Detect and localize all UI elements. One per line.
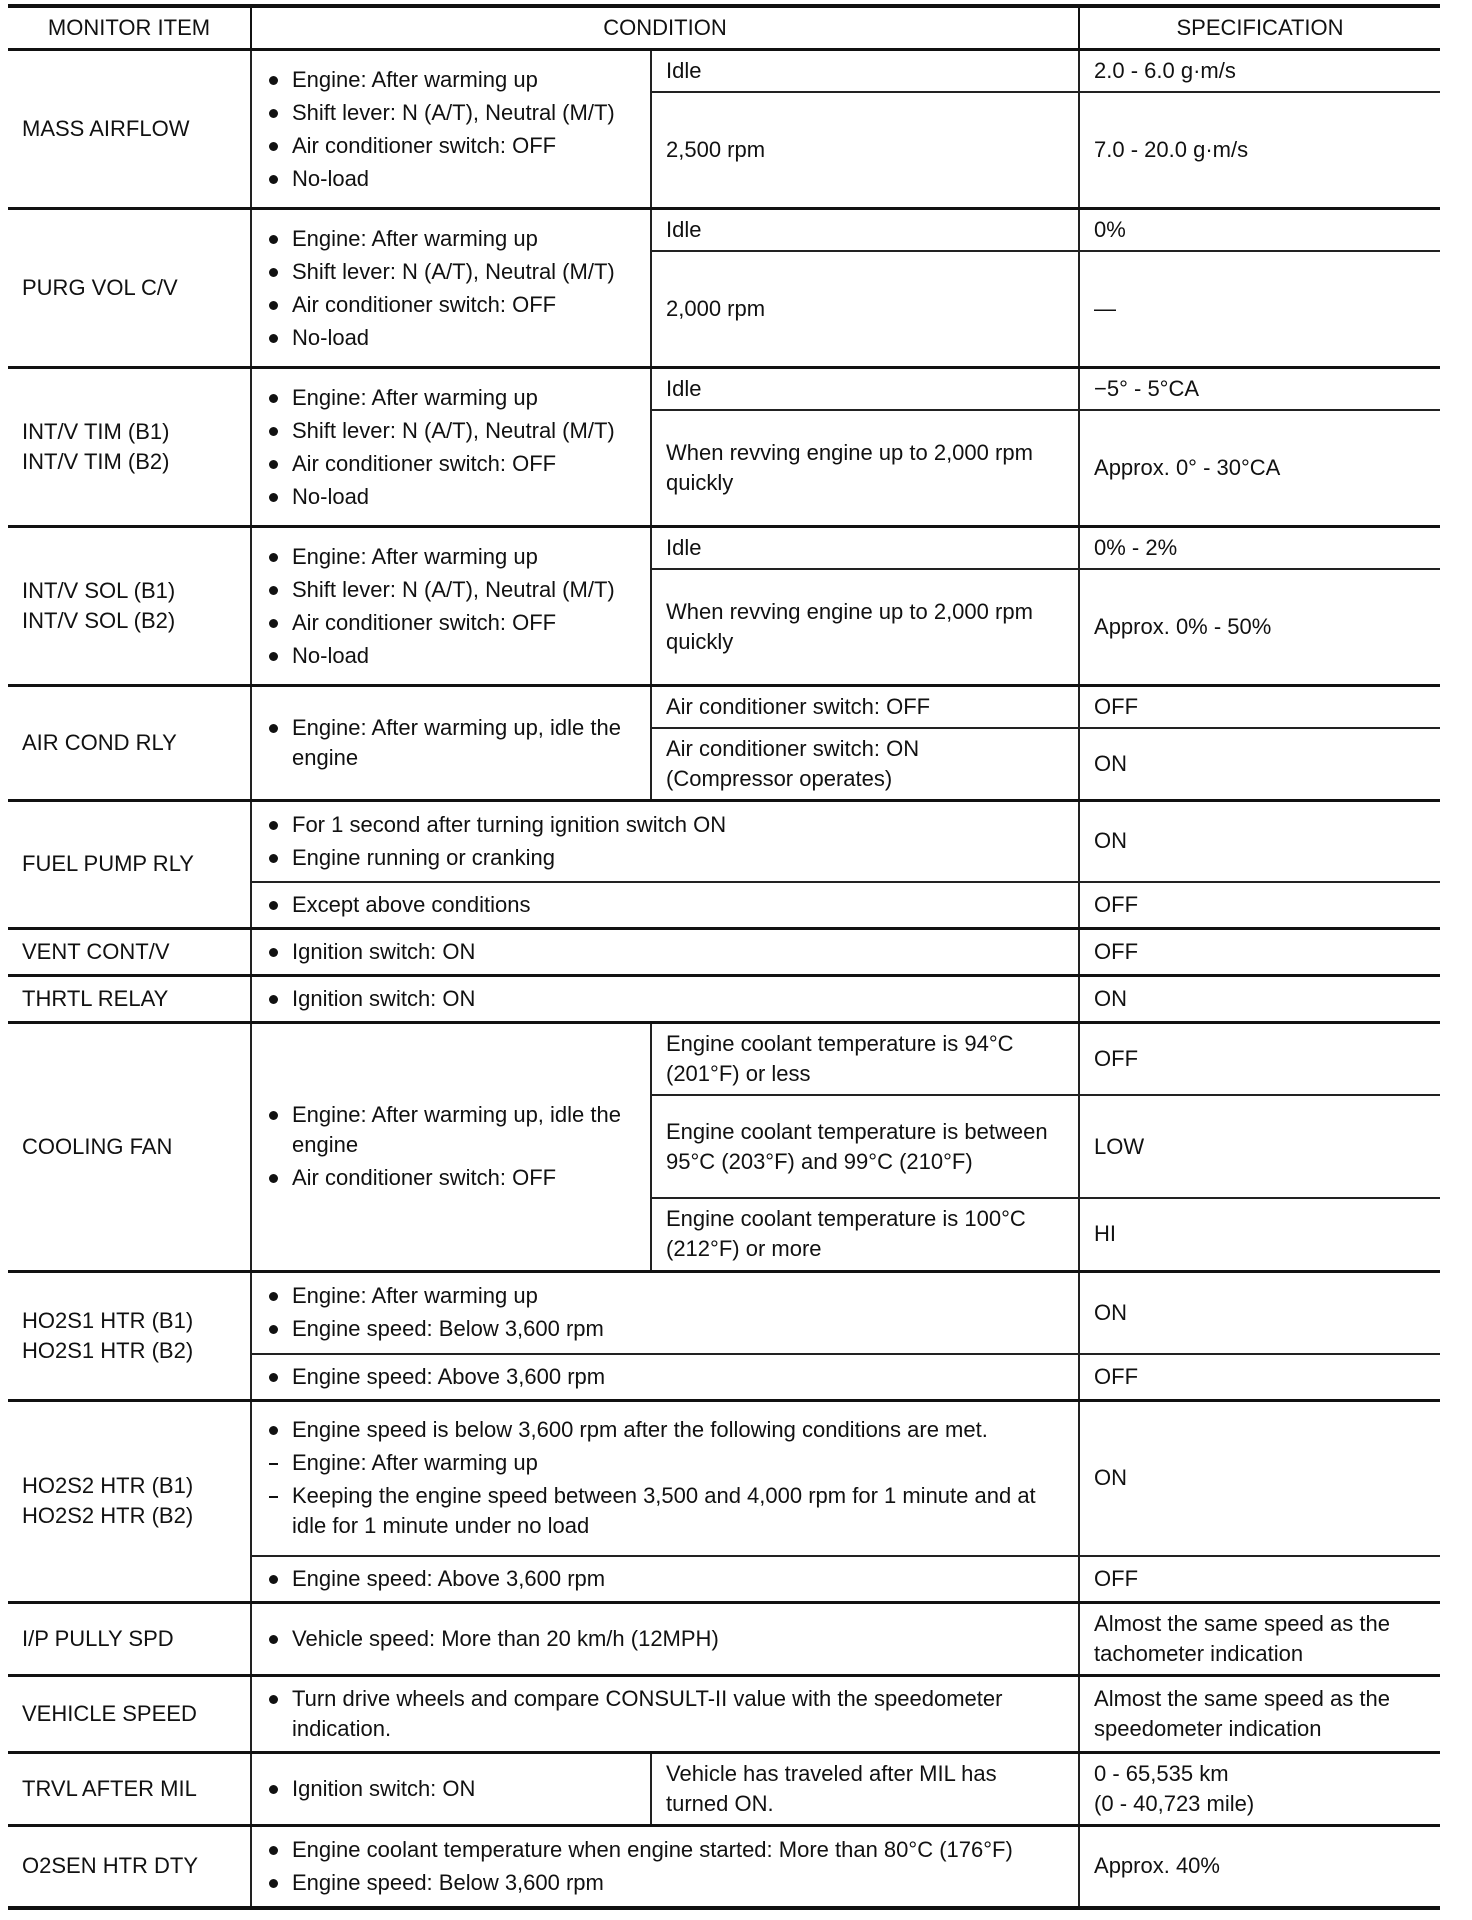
spec-value: OFF [1079,686,1440,728]
spec-value: ON [1079,801,1440,882]
sub-condition: Idle [651,50,1079,92]
condition-subitem: Keeping the engine speed between 3,500 and 4,000 rpm for 1 minute and at idle for 1 minute under no load [266,1481,1064,1541]
header-condition: CONDITION [251,6,1079,50]
condition-item: Turn drive wheels and compare CONSULT-II value with the speedometer indication. [266,1684,1064,1744]
spec-value: Approx. 0° - 30°CA [1079,410,1440,527]
sub-condition [651,728,1079,801]
spec-value: LOW [1079,1095,1440,1198]
table-row [8,1271,1440,1354]
table-row [8,1022,1440,1095]
spec-value: Approx. 40% [1079,1825,1440,1908]
monitor-item-label: FUEL PUMP RLY [8,801,251,929]
table-row [8,928,1440,975]
condition-cell [251,801,1079,882]
monitor-item-label [8,1401,251,1603]
condition-list [266,937,1064,967]
condition-item: Ignition switch: ON [266,1774,636,1804]
monitor-item-label [8,527,251,686]
condition-item: Air conditioner switch: OFF [266,608,636,638]
spec-value: −5° - 5°CA [1079,368,1440,410]
condition-item: Ignition switch: ON [266,937,1064,967]
sub-condition: When revving engine up to 2,000 rpm quickly [651,410,1079,527]
condition-item: Except above conditions [266,890,1064,920]
condition-cell [251,882,1079,929]
table-row [8,368,1440,410]
condition-cell [251,928,1079,975]
condition-list [266,65,636,194]
condition-item: Shift lever: N (A/T), Neutral (M/T) [266,257,636,287]
sub-condition: Engine coolant temperature is between 95°C (203°F) and 99°C (210°F) [651,1095,1079,1198]
header-monitor-item: MONITOR ITEM [8,6,251,50]
spec-value: ON [1079,1401,1440,1556]
monitor-item-line: HO2S2 HTR (B2) [22,1503,194,1529]
sub-condition-line: (Compressor operates) [666,765,893,791]
table-row [8,1752,1440,1825]
table-row [8,1602,1440,1675]
condition-cell [251,1825,1079,1908]
condition-list [266,1774,636,1804]
condition-item: For 1 second after turning ignition switch ON [266,810,1064,840]
monitor-item-table [8,4,1440,1910]
sub-condition: Idle [651,527,1079,569]
spec-value: Almost the same speed as the tachometer indication [1079,1602,1440,1675]
condition-cell [251,975,1079,1022]
condition-item: Engine speed: Below 3,600 rpm [266,1868,1064,1898]
condition-cell [251,50,651,209]
monitor-item-line: HO2S1 HTR (B1) [22,1307,194,1333]
condition-list [266,1684,1064,1744]
condition-item: Vehicle speed: More than 20 km/h (12MPH) [266,1624,1064,1654]
condition-list [266,542,636,671]
table-row [8,801,1440,882]
condition-item: Engine speed: Below 3,600 rpm [266,1314,1064,1344]
condition-item: Engine: After warming up [266,65,636,95]
monitor-item-label: VEHICLE SPEED [8,1675,251,1752]
condition-cell [251,1675,1079,1752]
condition-cell [251,209,651,368]
spec-line: 0 - 65,535 km [1094,1760,1229,1786]
condition-item: Air conditioner switch: OFF [266,131,636,161]
condition-cell [251,1401,1079,1556]
monitor-item-label: COOLING FAN [8,1022,251,1271]
spec-value [1079,1752,1440,1825]
condition-list [266,1564,1064,1594]
table-row [8,975,1440,1022]
sub-condition: 2,000 rpm [651,251,1079,368]
monitor-item-line: INT/V TIM (B2) [22,449,170,474]
spec-value: 0% - 2% [1079,527,1440,569]
spec-value: OFF [1079,1022,1440,1095]
condition-item: Ignition switch: ON [266,984,1064,1014]
monitor-spec-sheet [8,4,1440,1910]
table-row [8,1825,1440,1908]
sub-condition: Air conditioner switch: OFF [651,686,1079,728]
condition-list [266,1362,1064,1392]
spec-value: — [1079,251,1440,368]
spec-value: OFF [1079,928,1440,975]
monitor-item-line: INT/V SOL (B2) [22,608,176,633]
condition-item: Engine speed is below 3,600 rpm after the following conditions are met. [266,1415,1064,1445]
spec-value: 7.0 - 20.0 g·m/s [1079,92,1440,209]
monitor-item-label: VENT CONT/V [8,928,251,975]
condition-item: Shift lever: N (A/T), Neutral (M/T) [266,575,636,605]
sub-condition: When revving engine up to 2,000 rpm quickly [651,569,1079,686]
condition-item: No-load [266,482,636,512]
condition-item: Air conditioner switch: OFF [266,1163,636,1193]
condition-item: Air conditioner switch: OFF [266,290,636,320]
condition-list [266,1835,1064,1898]
sub-condition-line: Air conditioner switch: ON [666,735,920,761]
condition-list [266,810,1064,873]
condition-list [266,713,636,773]
sub-condition: Engine coolant temperature is 94°C (201°F) or less [651,1022,1079,1095]
spec-value: HI [1079,1198,1440,1271]
spec-value: 2.0 - 6.0 g·m/s [1079,50,1440,92]
condition-list [266,224,636,353]
condition-cell [251,527,651,686]
table-row [8,1675,1440,1752]
spec-value: 0% [1079,209,1440,251]
monitor-item-line: HO2S1 HTR (B2) [22,1337,194,1363]
spec-value: Approx. 0% - 50% [1079,569,1440,686]
monitor-item-label: MASS AIRFLOW [8,50,251,209]
sub-condition: Idle [651,209,1079,251]
monitor-item-line: INT/V SOL (B1) [22,578,176,603]
monitor-item-label: AIR COND RLY [8,686,251,801]
sub-condition-line: turned ON. [666,1790,774,1816]
condition-item: Engine speed: Above 3,600 rpm [266,1362,1064,1392]
condition-item: Engine: After warming up, idle the engine [266,713,636,773]
condition-cell [251,1271,1079,1354]
monitor-item-label: I/P PULLY SPD [8,1602,251,1675]
monitor-item-label: TRVL AFTER MIL [8,1752,251,1825]
monitor-item-label: O2SEN HTR DTY [8,1825,251,1908]
condition-item: Air conditioner switch: OFF [266,449,636,479]
condition-item: Engine running or cranking [266,843,1064,873]
monitor-item-label [8,368,251,527]
table-row [8,50,1440,92]
spec-value: Almost the same speed as the speedometer indication [1079,1675,1440,1752]
table-row [8,1401,1440,1556]
condition-item: No-load [266,164,636,194]
condition-list [266,1100,636,1193]
condition-cell [251,1022,651,1271]
spec-value: ON [1079,975,1440,1022]
condition-cell [251,1354,1079,1401]
table-row [8,686,1440,728]
condition-list [266,383,636,512]
monitor-item-label: THRTL RELAY [8,975,251,1022]
spec-line: (0 - 40,723 mile) [1094,1790,1255,1816]
monitor-item-label: PURG VOL C/V [8,209,251,368]
condition-item: Engine: After warming up, idle the engine [266,1100,636,1160]
condition-subitem: Engine: After warming up [266,1448,1064,1478]
monitor-item-line: HO2S2 HTR (B1) [22,1473,194,1499]
spec-value: OFF [1079,882,1440,929]
condition-item: No-load [266,641,636,671]
condition-list [266,1281,1064,1344]
table-row [8,527,1440,569]
sub-condition-line: Vehicle has traveled after MIL has [666,1760,997,1786]
condition-item: Shift lever: N (A/T), Neutral (M/T) [266,416,636,446]
monitor-item-label [8,1271,251,1401]
condition-item: No-load [266,323,636,353]
sub-condition: Idle [651,368,1079,410]
condition-item: Engine: After warming up [266,224,636,254]
spec-value: ON [1079,728,1440,801]
condition-cell [251,686,651,801]
condition-item: Engine: After warming up [266,542,636,572]
spec-value: ON [1079,1271,1440,1354]
condition-list [266,1624,1064,1654]
header-specification: SPECIFICATION [1079,6,1440,50]
condition-cell [251,368,651,527]
condition-item: Engine: After warming up [266,383,636,413]
monitor-item-line: INT/V TIM (B1) [22,419,170,444]
sub-condition: 2,500 rpm [651,92,1079,209]
sub-condition: Engine coolant temperature is 100°C (212°F) or more [651,1198,1079,1271]
spec-value: OFF [1079,1354,1440,1401]
condition-cell [251,1602,1079,1675]
condition-item: Engine: After warming up [266,1281,1064,1311]
condition-item: Engine coolant temperature when engine started: More than 80°C (176°F) [266,1835,1064,1865]
condition-list [266,984,1064,1014]
condition-cell [251,1752,651,1825]
condition-list [266,1415,1064,1541]
condition-item: Engine speed: Above 3,600 rpm [266,1564,1064,1594]
table-row [8,209,1440,251]
spec-value: OFF [1079,1556,1440,1603]
condition-list [266,890,1064,920]
condition-cell [251,1556,1079,1603]
sub-condition [651,1752,1079,1825]
header-row [8,6,1440,50]
condition-item: Shift lever: N (A/T), Neutral (M/T) [266,98,636,128]
